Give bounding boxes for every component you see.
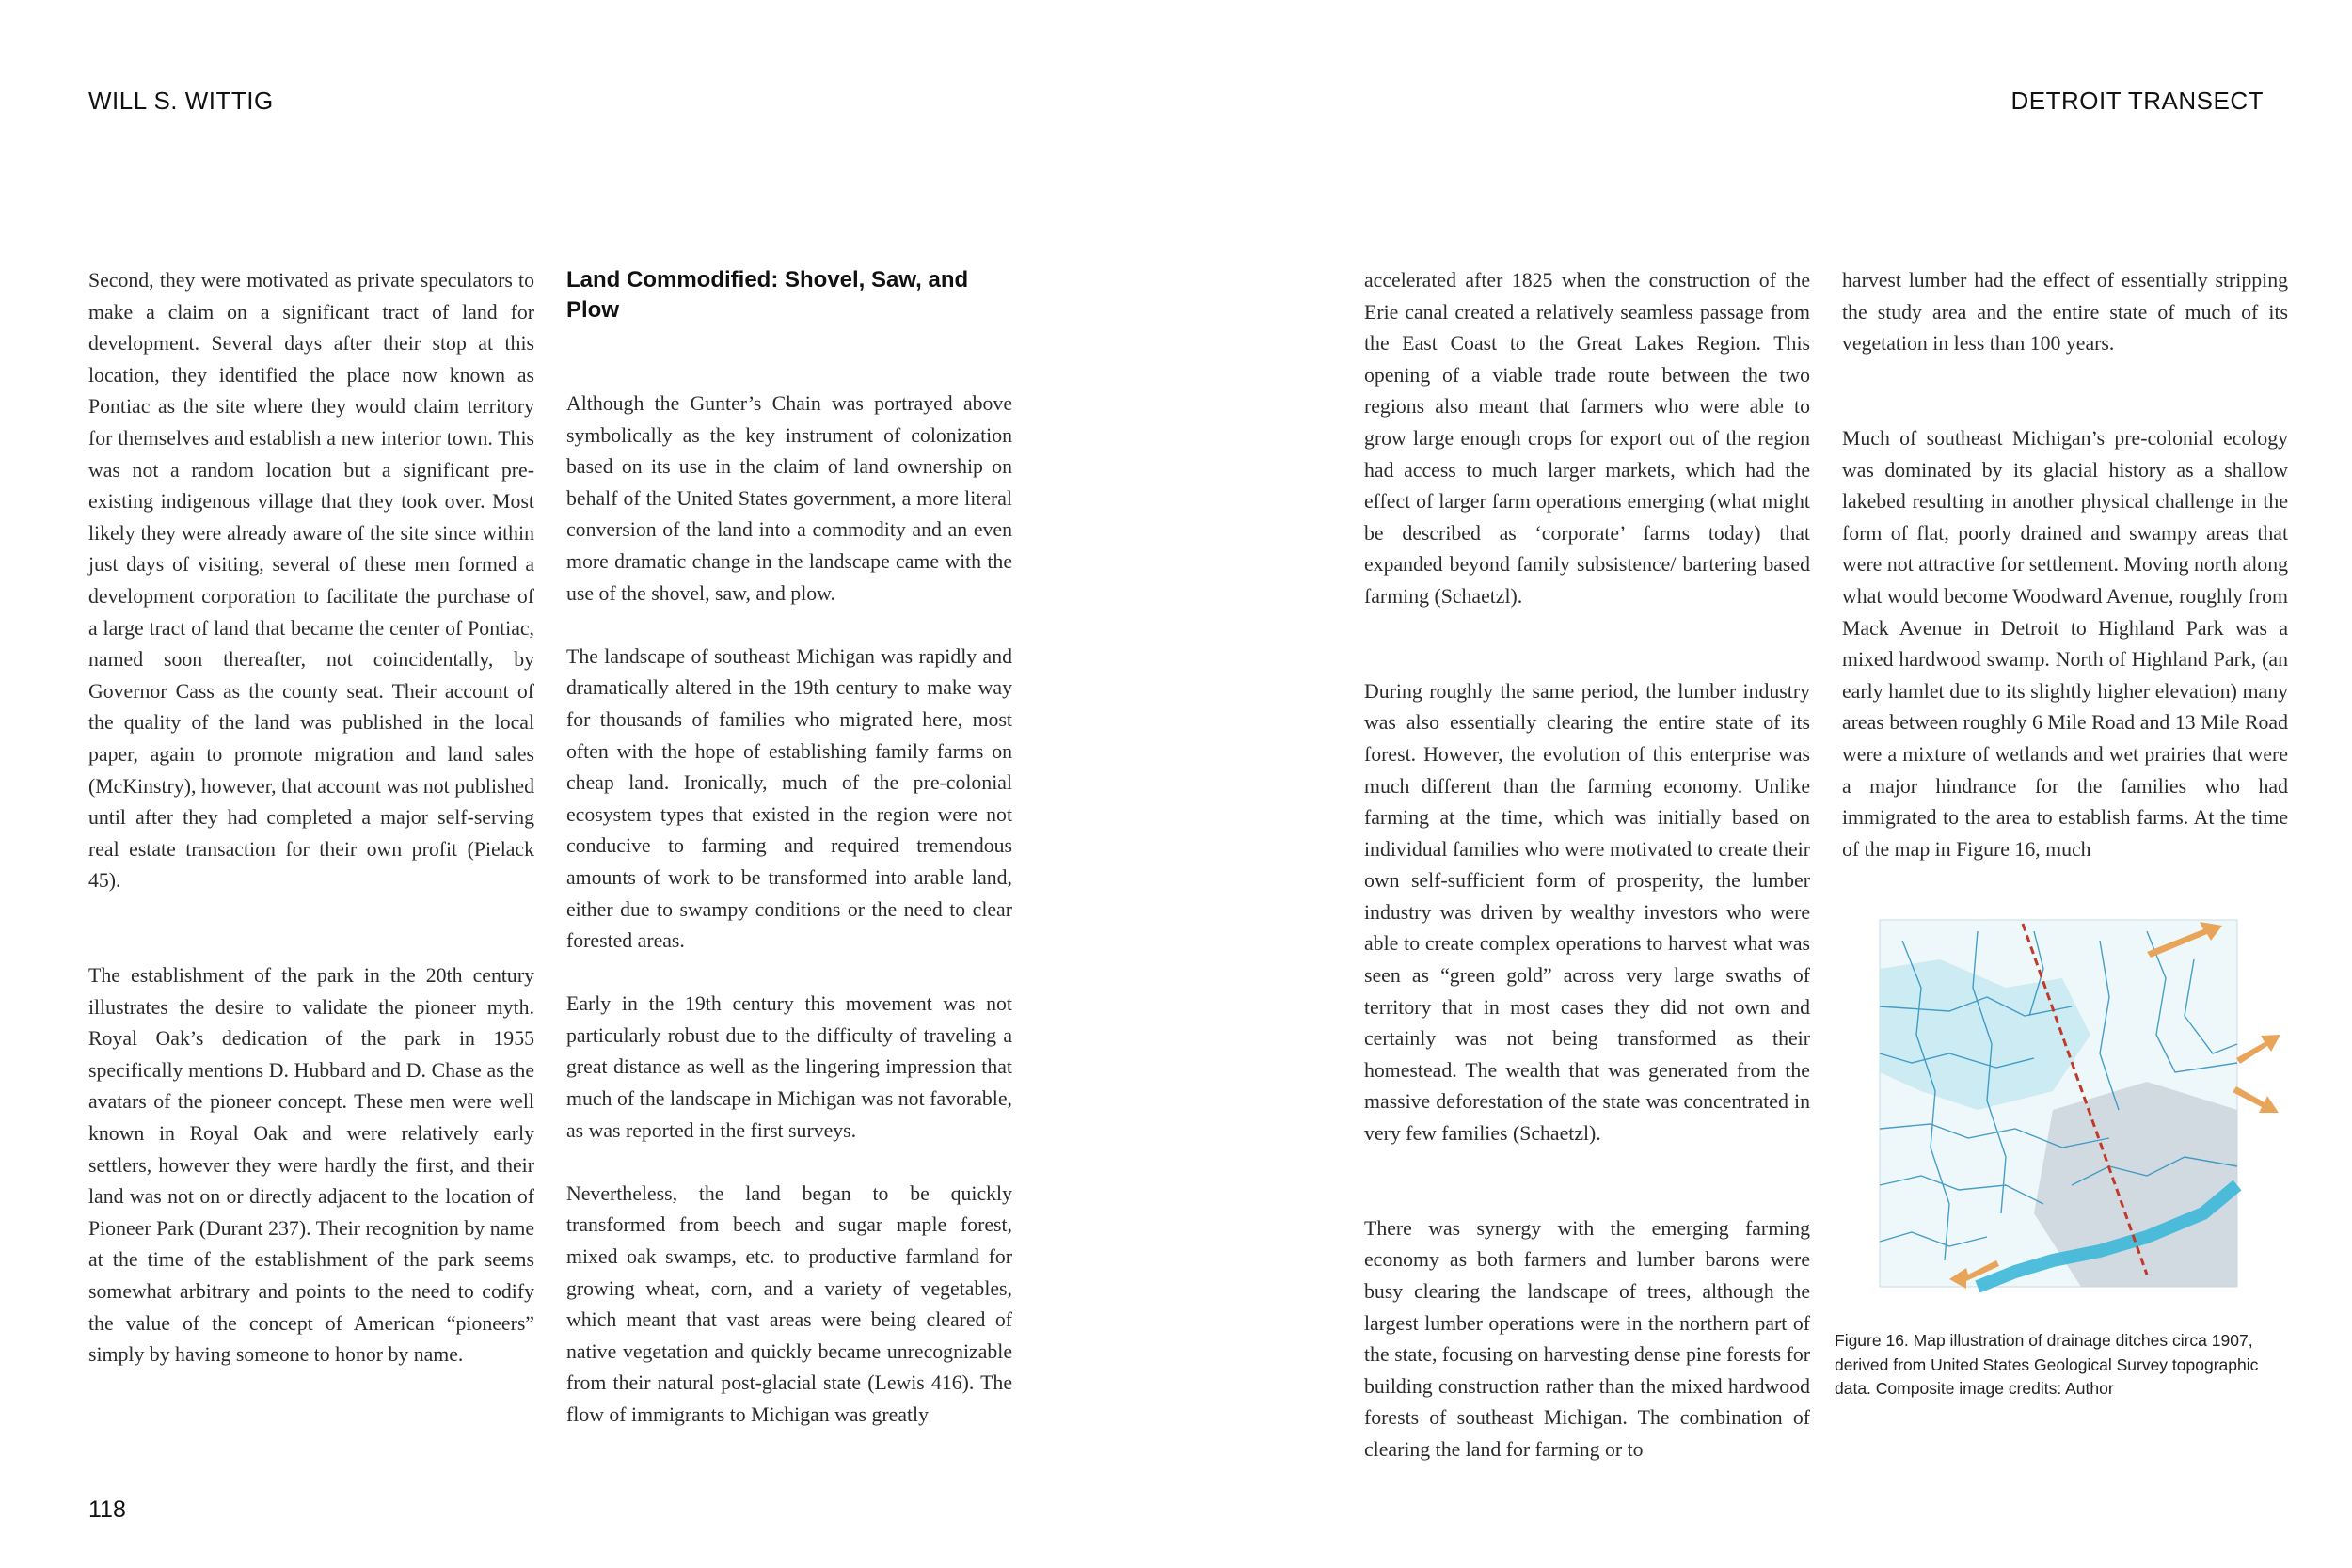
body-paragraph: There was synergy with the emerging farming economy as both farmers and lumber barons were busy clearing the landscape of trees, although the largest lumber operations were in the northern part of the state, focusing on harvesting dense pine forests for building construction rather than the mixed hardwood forests of southeast Michigan. The combination of clearing the land for farming or to xyxy=(1364,1216,1810,1461)
body-paragraph: Early in the 19th century this movement was not particularly robust due to the difficulty of traveling a great distance as well as the lingering impression that much of the landscape in Michigan was not favorable, as was reported in the first surveys. xyxy=(566,992,1012,1142)
running-head-author: WILL S. WITTIG xyxy=(88,87,274,115)
body-paragraph: The landscape of southeast Michigan was rapidly and dramatically altered in the 19th century to make way for thousands of families who migrated here, most often with the hope of establishing family farms on cheap land. Ironically, much of the pre-colonial ecosystem types that existed in the region were not conducive to farming and required tremendous amounts of work to be transformed into arable land, either due to swampy conditions or the need to clear forested areas. xyxy=(566,644,1012,953)
body-paragraph: Second, they were motivated as private speculators to make a claim on a significant tract of land for development. Several days after their stop at this location, they identified the place now known as Pontiac as the site where they would claim territory for themselves and establish a new interior town. This was not a random location but a significant pre-existing indigenous village that they took over. Most likely they were already aware of the site since within just days of visiting, several of these men formed a development corporation to facilitate the purchase of a large tract of land that became the center of Pontiac, named soon thereafter, not coincidentally, by Governor Cass as the county seat. Their account of the quality of the land was published in the local paper, again to promote migration and land sales (McKinstry), however, that account was not published until after they had completed a major self-serving real estate transaction for their own profit (Pielack 45). xyxy=(88,269,534,893)
body-paragraph: harvest lumber had the effect of essentially stripping the study area and the entire state of much of its vegetation in less than 100 years. xyxy=(1842,269,2288,356)
drainage-map xyxy=(1865,903,2288,1298)
column-4 xyxy=(1842,265,2288,865)
body-paragraph: Nevertheless, the land began to be quickly transformed from beech and sugar maple forest, mixed oak swamps, etc. to productive farmland for growing wheat, corn, and a variety of vegetables, which meant that vast areas were being cleared of native vegetation and quickly became unrecognizable from their natural post-glacial state (Lewis 416). The flow of immigrants to Michigan was greatly xyxy=(566,1181,1012,1426)
drainage-map-figure xyxy=(1865,903,2288,1298)
figure-caption: Figure 16. Map illustration of drainage ditches circa 1907, derived from United States Geological Survey topographic data. Composite image credits: Author xyxy=(1835,1331,2259,1398)
running-head-title: DETROIT TRANSECT xyxy=(2010,87,2264,115)
column-1 xyxy=(88,265,534,1371)
column-2 xyxy=(566,265,1012,1432)
section-heading: Land Commodified: Shovel, Saw, and Plow xyxy=(566,267,969,323)
column-3 xyxy=(1364,265,1810,1466)
body-paragraph: Much of southeast Michigan’s pre-colonial ecology was dominated by its glacial history as a shallow lakebed resulting in another physical challenge in the form of flat, poorly drained and swampy areas that were not attractive for settlement. Moving north along what would become Woodward Avenue, roughly from Mack Avenue in Detroit to Highland Park was a mixed hardwood swamp. North of Highland Park, (an early hamlet due to its slightly higher elevation) many areas between roughly 6 Mile Road and 13 Mile Road were a mixture of wetlands and wet prairies that were a major hindrance for the families who had immigrated to the area to establish farms. At the time of the map in Figure 16, much xyxy=(1842,426,2288,861)
body-paragraph: accelerated after 1825 when the construction of the Erie canal created a relatively seamless passage from the East Coast to the Great Lakes Region. This opening of a viable trade route between the two regions also meant that farmers who were able to grow large enough crops for export out of the region had access to much larger markets, which had the effect of larger farm operations emerging (what might be described as ‘corporate’ farms today) that expanded beyond family subsistence/ bartering based farming (Schaetzl). xyxy=(1364,269,1810,608)
body-paragraph: Although the Gunter’s Chain was portrayed above symbolically as the key instrument of colonization based on its use in the claim of land ownership on behalf of the United States government, a more literal conversion of the land into a commodity and an even more dramatic change in the landscape came with the use of the shovel, saw, and plow. xyxy=(566,392,1012,605)
body-paragraph: The establishment of the park in the 20th century illustrates the desire to validate the pioneer myth. Royal Oak’s dedication of the park in 1955 specifically mentions D. Hubbard and D. Chase as the avatars of the pioneer concept. These men were well known in Royal Oak and were relatively early settlers, however they were hardly the first, and their land was not on or directly adjacent to the location of Pioneer Park (Durant 237). Their recognition by name at the time of the establishment of the park seems somewhat arbitrary and points to the need to codify the value of the concept of American “pioneers” simply by having someone to honor by name. xyxy=(88,964,534,1367)
body-paragraph: During roughly the same period, the lumber industry was also essentially clearing the entire state of its forest. However, the evolution of this enterprise was much different than the farming economy. Unlike farming at the time, which was initially based on individual families who were motivated to create their own self-sufficient form of prosperity, the lumber industry was driven by wealthy investors who were able to create complex operations to harvest what was seen as “green gold” across very large swaths of territory that in most cases they did not own and certainly was not being transformed as their homestead. The wealth that was generated from the massive deforestation of the state was concentrated in very few families (Schaetzl). xyxy=(1364,679,1810,1146)
page-number: 118 xyxy=(88,1497,126,1523)
